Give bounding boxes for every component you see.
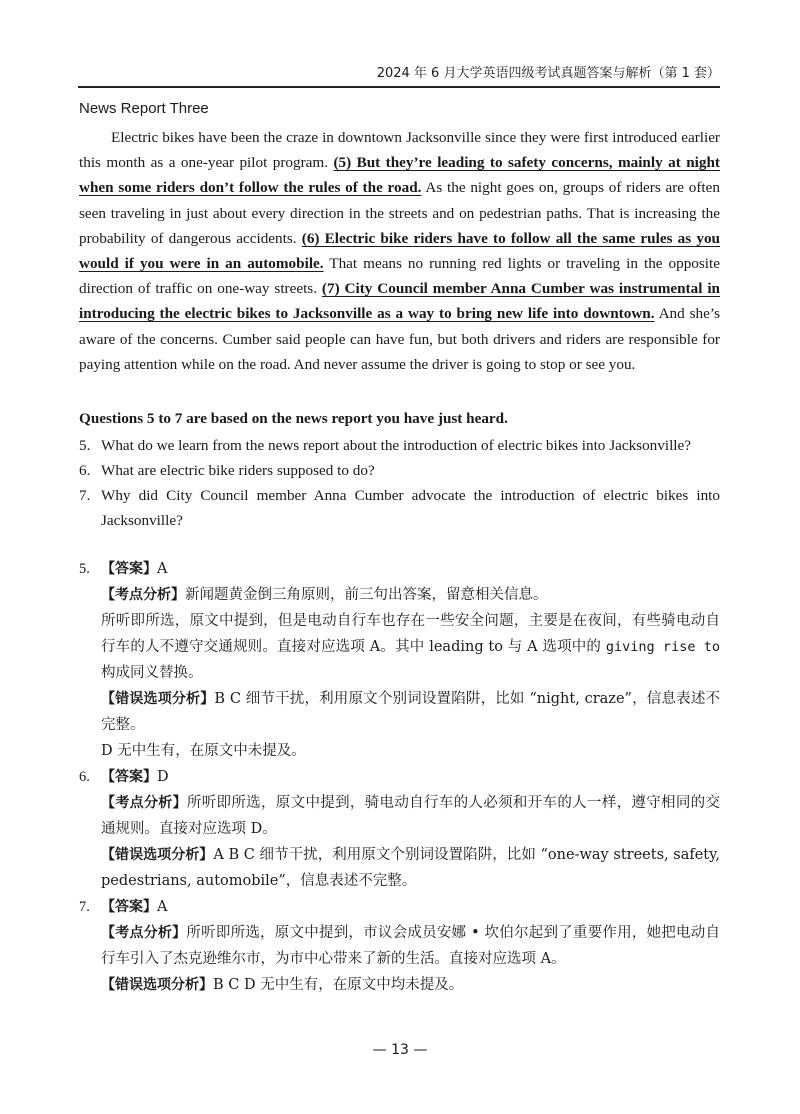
news-report-text bbox=[79, 125, 720, 377]
analysis-6 bbox=[79, 790, 720, 842]
answer-header-6 bbox=[79, 764, 720, 790]
wrong-label: 【错误选项分析】 bbox=[101, 847, 214, 863]
wrong-options-6 bbox=[79, 842, 720, 894]
wrong-text: A B C 细节干扰，利用原文个别词设置陷阱，比如 “one-way streets, safety, pedestrians, automobile”，信息表述不完整。 bbox=[101, 847, 721, 889]
synonym-phrase: giving rise to bbox=[605, 639, 720, 655]
analysis-text: 所听即所选，原文中提到，骑电动自行车的人必须和开车的人一样，遵守相同的交通规则。直接对应选项 D。 bbox=[101, 795, 721, 837]
analysis-7 bbox=[79, 920, 720, 972]
report-sentence: And she’s aware of the concerns. Cumber said people can have fun, but both drivers and riders are responsible for paying attention while on the road. And never assume the driver is going to stop or see you. bbox=[79, 305, 720, 373]
wrong-label: 【错误选项分析】 bbox=[101, 691, 215, 707]
answer-label: 【答案】 bbox=[101, 561, 157, 577]
analysis-label: 【考点分析】 bbox=[101, 925, 187, 941]
answer-header-5 bbox=[79, 556, 720, 582]
analysis-detail-5 bbox=[79, 608, 720, 686]
question-text: What are electric bike riders supposed to do? bbox=[101, 462, 375, 479]
answer-value: A bbox=[157, 899, 168, 915]
question-item bbox=[79, 458, 720, 483]
question-number: 7. bbox=[79, 487, 91, 504]
question-number: 5. bbox=[79, 437, 91, 454]
wrong-options-5b: D 无中生有，在原文中未提及。 bbox=[101, 743, 306, 759]
answer-label: 【答案】 bbox=[101, 769, 157, 785]
question-item bbox=[79, 433, 720, 458]
question-text: What do we learn from the news report about the introduction of electric bikes into Jacksonville? bbox=[101, 437, 692, 454]
report-sentence: As the night goes on, groups of riders are often seen traveling in just about every direction in the streets and on pedestrian paths. That is increasing the probability of dangerous accidents. bbox=[79, 179, 720, 247]
answer-number: 5. bbox=[79, 561, 90, 577]
analysis-detail-text: 所听即所选，原文中提到，但是电动自行车也存在一些安全问题，主要是在夜间，有些骑电动自行车的人不遵守交通规则。直接对应选项 A。其中 leading to 与 A 选项中的 bbox=[101, 613, 720, 655]
analysis-5 bbox=[79, 582, 720, 608]
answer-value: D bbox=[157, 769, 169, 785]
answer-header-7 bbox=[79, 894, 720, 920]
answer-label: 【答案】 bbox=[101, 899, 157, 915]
analysis-label: 【考点分析】 bbox=[101, 587, 185, 603]
analysis-label: 【考点分析】 bbox=[101, 795, 187, 811]
questions-heading: Questions 5 to 7 are based on the news report you have just heard. bbox=[79, 410, 508, 427]
answer-number: 6. bbox=[79, 769, 90, 785]
section-title: News Report Three bbox=[79, 100, 209, 117]
page-header bbox=[78, 62, 720, 88]
answer-value: A bbox=[157, 561, 168, 577]
question-item bbox=[79, 483, 720, 533]
question-list bbox=[79, 433, 720, 533]
analysis-detail-text: 构成同义替换。 bbox=[101, 665, 203, 681]
question-text: Why did City Council member Anna Cumber advocate the introduction of electric bikes into Jacksonville? bbox=[101, 487, 720, 529]
key-sentence-6: (6) Electric bike riders have to follow all the same rules as you would if you were in an automobile. bbox=[79, 229, 720, 273]
key-sentence-5: (5) But they’re leading to safety concerns, mainly at night when some riders don’t follow the rules of the road. bbox=[79, 154, 720, 197]
header-title: 2024 年 6 月大学英语四级考试真题答案与解析（第 1 套） bbox=[376, 66, 720, 81]
report-sentence: Electric bikes have been the craze in downtown Jacksonville since they were first introduced earlier this month as a one-year pilot program. bbox=[79, 129, 720, 172]
answer-number: 7. bbox=[79, 899, 90, 915]
key-sentence-7: (7) City Council member Anna Cumber was instrumental in introducing the electric bikes to Jacksonville as a way to bring new life into downtown. bbox=[79, 280, 720, 323]
wrong-text: B C D 无中生有，在原文中均未提及。 bbox=[213, 977, 464, 993]
wrong-options-5 bbox=[79, 686, 720, 738]
wrong-text: B C 细节干扰，利用原文个别词设置陷阱，比如 “night, craze”，信息表述不完整。 bbox=[101, 691, 721, 733]
report-sentence: That means no running red lights or traveling in the opposite direction of traffic on one-way streets. bbox=[79, 255, 720, 298]
page-number: — 13 — bbox=[372, 1042, 428, 1058]
wrong-label: 【错误选项分析】 bbox=[101, 977, 213, 993]
wrong-options-7 bbox=[79, 972, 720, 998]
answer-section bbox=[79, 556, 720, 998]
analysis-text: 新闻题黄金倒三角原则，前三句出答案，留意相关信息。 bbox=[185, 587, 548, 603]
analysis-text: 所听即所选，原文中提到，市议会成员安娜 • 坎伯尔起到了重要作用，她把电动自行车引入了杰克逊维尔市，为市中心带来了新的生活。直接对应选项 A。 bbox=[101, 925, 720, 967]
question-number: 6. bbox=[79, 462, 91, 479]
